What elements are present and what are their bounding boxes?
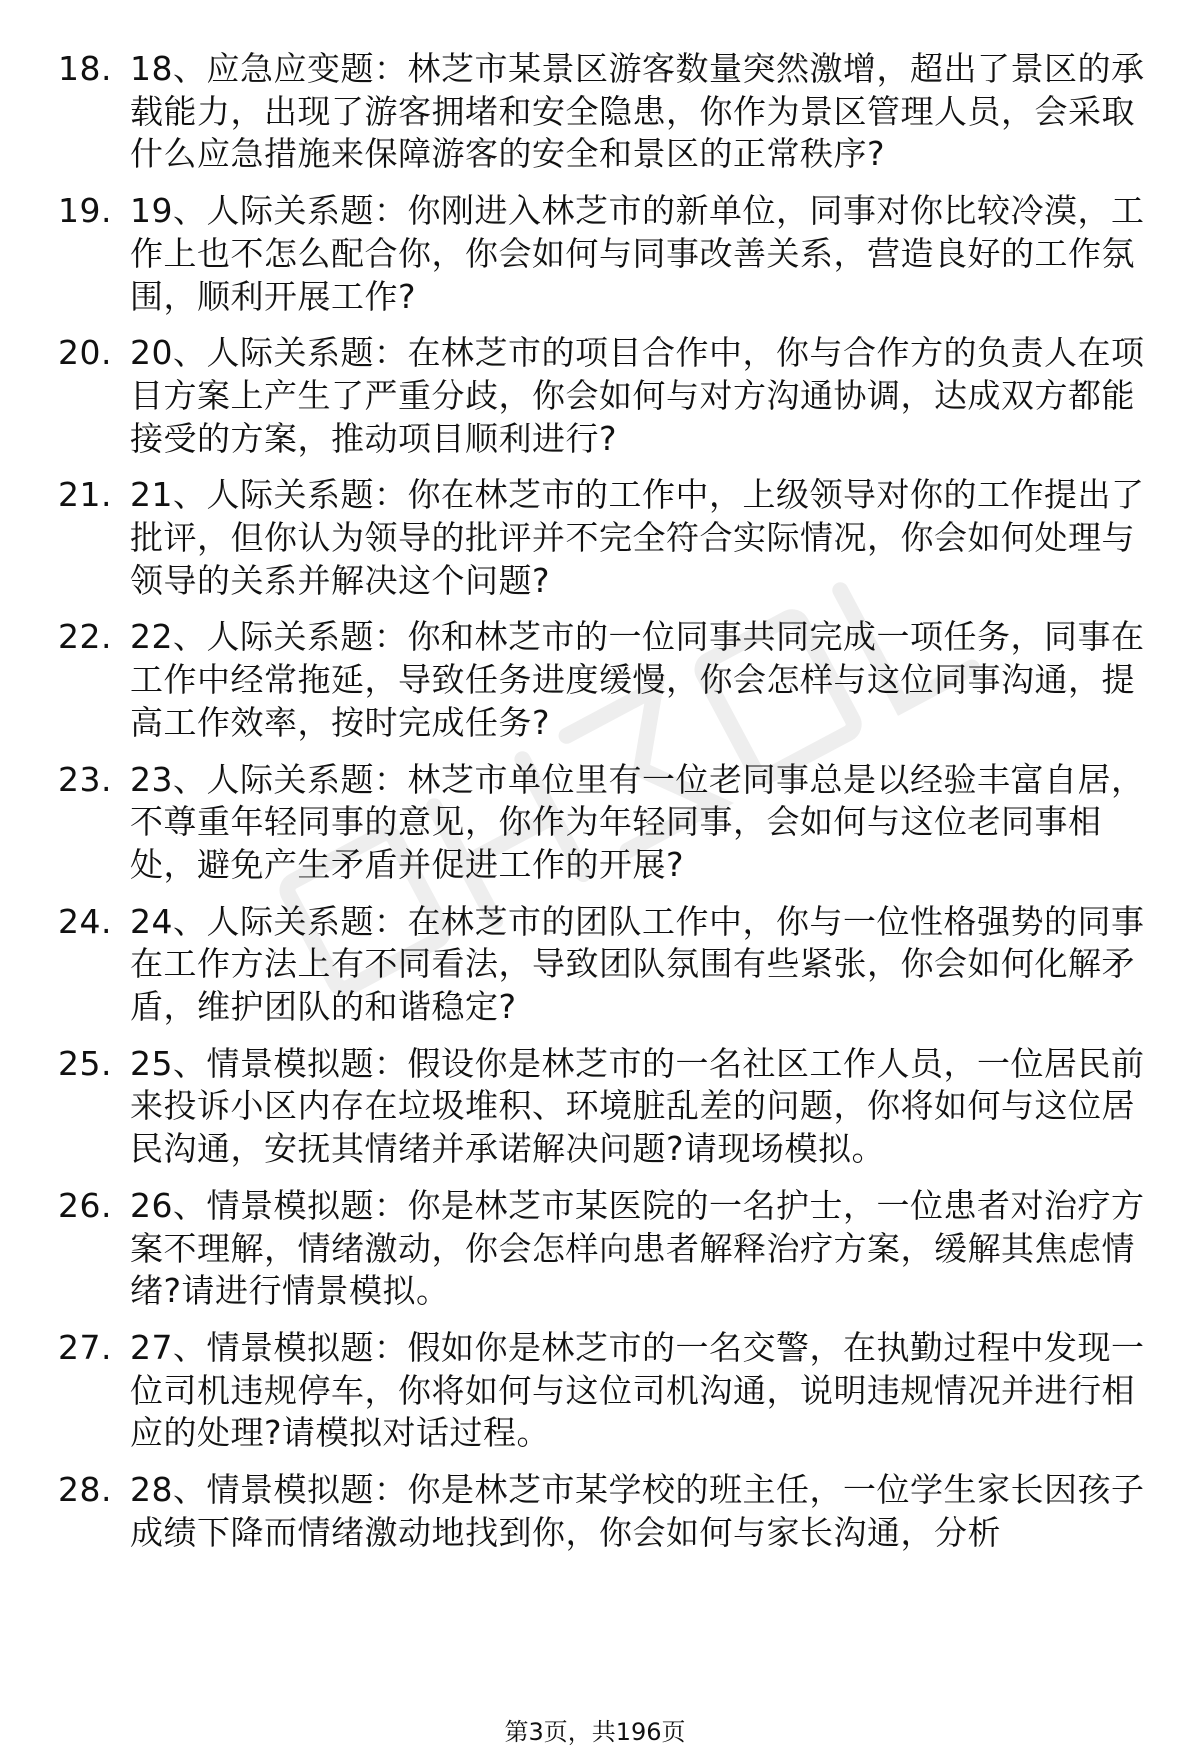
question-text: 26、情景模拟题：你是林芝市某医院的一名护士，一位患者对治疗方案不理解，情绪激动，你会怎样向患者解释治疗方案，缓解其焦虑情绪?请进行情景模拟。 [130,1185,1145,1311]
question-list [0,48,1190,1569]
question-number: 25. [58,1043,112,1083]
question-text: 28、情景模拟题：你是林芝市某学校的班主任，一位学生家长因孩子成绩下降而情绪激动地找到你，你会如何与家长沟通，分析 [130,1470,1145,1552]
question-item [0,1185,1190,1313]
question-item [0,332,1190,460]
question-text: 18、应急应变题：林芝市某景区游客数量突然激增，超出了景区的承载能力，出现了游客拥堵和安全隐患，你作为景区管理人员，会采取什么应急措施来保障游客的安全和景区的正常秩序? [130,49,1145,174]
question-text: 23、人际关系题：林芝市单位里有一位老同事总是以经验丰富自居，不尊重年轻同事的意见，你作为年轻同事，会如何与这位老同事相处，避免产生矛盾并促进工作的开展? [130,759,1145,884]
question-item [0,1469,1190,1554]
question-number: 26. [58,1185,112,1225]
question-text: 27、情景模拟题：假如你是林芝市的一名交警，在执勤过程中发现一位司机违规停车，你将如何与这位司机沟通，说明违规情况并进行相应的处理?请模拟对话过程。 [130,1327,1145,1453]
question-number: 18. [58,49,112,88]
question-text: 21、人际关系题：你在林芝市的工作中，上级领导对你的工作提出了批评，但你认为领导的批评并不完全符合实际情况，你会如何处理与领导的关系并解决这个问题? [130,475,1145,600]
question-text: 22、人际关系题：你和林芝市的一位同事共同完成一项任务，同事在工作中经常拖延，导致任务进度缓慢，你会怎样与这位同事沟通，提高工作效率，按时完成任务? [130,617,1145,742]
question-item [0,48,1190,176]
question-number: 22. [58,617,112,657]
question-item [0,1327,1190,1455]
page-footer: 第3页，共196页 [504,1718,686,1746]
question-text: 24、人际关系题：在林芝市的团队工作中，你与一位性格强势的同事在工作方法上有不同看法，导致团队氛围有些紧张，你会如何化解矛盾，维护团队的和谐稳定? [130,901,1145,1027]
question-number: 24. [58,901,112,941]
question-item [0,1043,1190,1171]
question-item [0,190,1190,318]
question-item [0,901,1190,1029]
question-number: 21. [58,475,112,515]
question-number: 20. [58,333,112,373]
question-number: 28. [58,1470,112,1510]
question-number: 19. [58,191,112,231]
question-item [0,474,1190,602]
question-number: 27. [58,1327,112,1367]
question-item [0,759,1190,887]
question-text: 25、情景模拟题：假设你是林芝市的一名社区工作人员，一位居民前来投诉小区内存在垃圾堆积、环境脏乱差的问题，你将如何与这位居民沟通，安抚其情绪并承诺解决问题?请现场模拟。 [130,1043,1145,1169]
question-text: 20、人际关系题：在林芝市的项目合作中，你与合作方的负责人在项目方案上产生了严重分歧，你会如何与对方沟通协调，达成双方都能接受的方案，推动项目顺利进行? [130,333,1145,458]
question-number: 23. [58,759,112,799]
question-text: 19、人际关系题：你刚进入林芝市的新单位，同事对你比较冷漠，工作上也不怎么配合你，你会如何与同事改善关系，营造良好的工作氛围，顺利开展工作? [130,191,1145,316]
question-item [0,616,1190,744]
